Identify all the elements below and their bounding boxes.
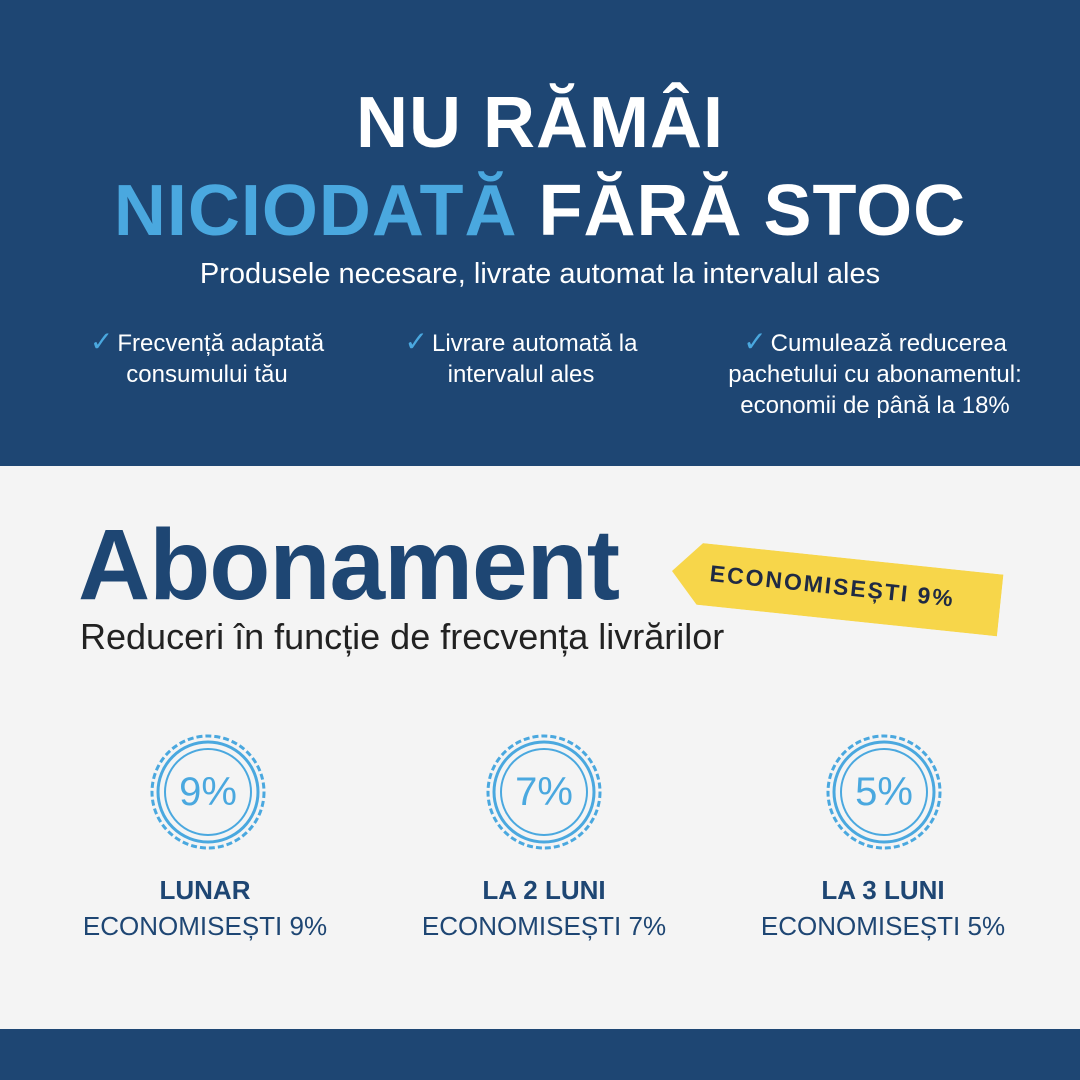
subscription-title: Abonament [78,509,619,621]
checkmark-icon: ✓ [89,326,114,357]
savings-tag-label: ECONOMISEȘTI 9% [708,560,956,612]
plan-2-months [384,872,704,944]
headline-line2 [0,170,1080,252]
plan-saving: ECONOMISEȘTI 9% [82,911,328,941]
discount-badge [146,730,270,854]
feature-cumulative-discount [712,326,1038,421]
badge-percent: 5% [855,770,913,814]
hero-banner [0,0,1080,466]
badge-percent: 9% [179,770,237,814]
feature-text: Frecvență adaptată consumului tău [117,330,325,388]
hero-subtitle: Produsele necesare, livrate automat la intervalul ales [199,258,881,290]
plan-name: LUNAR [159,875,251,905]
plan-saving: ECONOMISEȘTI 5% [760,911,1006,941]
plan-saving: ECONOMISEȘTI 7% [421,911,667,941]
checkmark-icon: ✓ [743,326,767,357]
feature-text: Cumulează reducerea pachetului cu abonamentul: economii de până la 18% [728,330,1022,419]
plan-name: LA 3 LUNI [821,875,945,905]
subscription-subtitle: Reduceri în funcție de frecvența livrărilor [80,616,725,657]
footer-band [0,1029,1080,1080]
plan-monthly [45,872,365,944]
badge-percent: 7% [515,770,573,814]
headline-rest: FĂRĂ STOC [538,171,967,251]
discount-badge [482,730,606,854]
plan-3-months [723,872,1043,944]
headline-line1: NU RĂMÂI [356,83,724,163]
feature-auto-delivery [366,326,676,390]
discount-badge [822,730,946,854]
feature-text: Livrare automată la intervalul ales [432,330,638,388]
checkmark-icon: ✓ [404,326,428,357]
headline-accent: NICIODATĂ [113,171,518,251]
feature-frequency [52,326,362,390]
plan-name: LA 2 LUNI [482,875,606,905]
